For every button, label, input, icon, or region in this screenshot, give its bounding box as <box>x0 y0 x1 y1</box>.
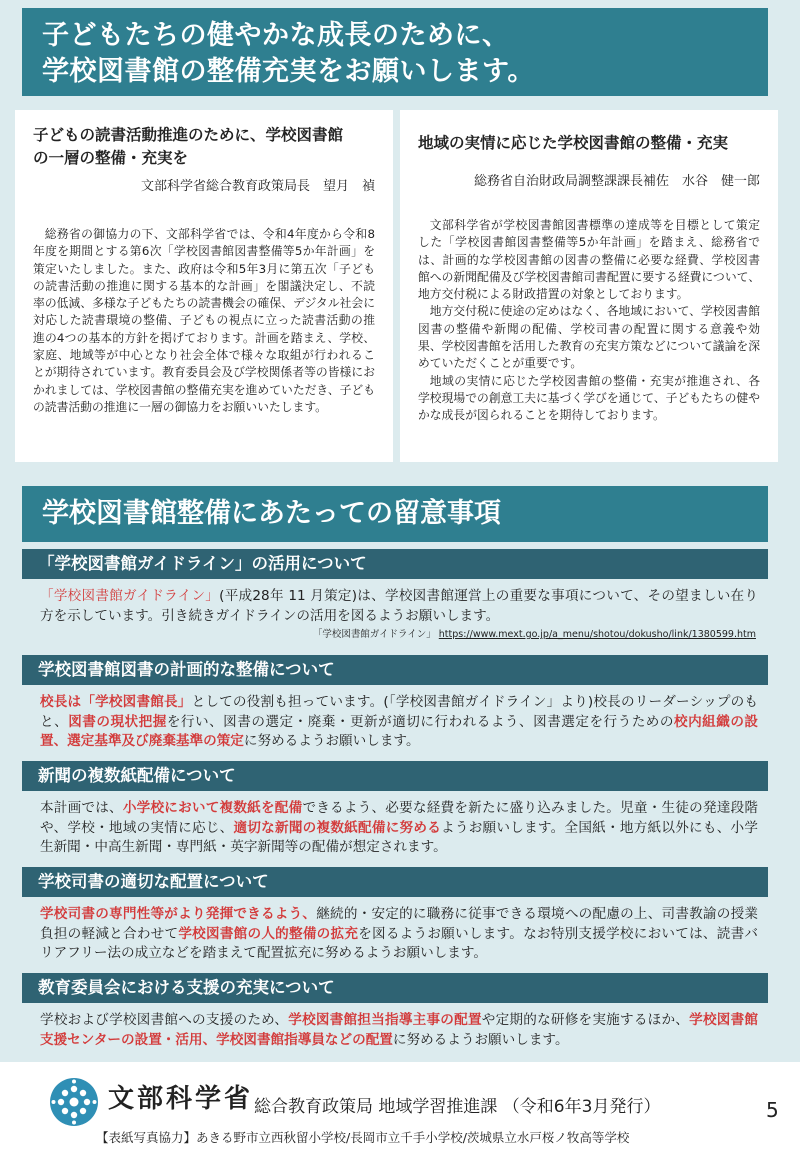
librarian-section <box>22 867 768 964</box>
guideline-link[interactable]: https://www.mext.go.jp/a_menu/shotou/dokusho/link/1380599.htm <box>438 629 756 640</box>
guideline-link-line <box>40 628 758 642</box>
section-banner <box>22 486 768 542</box>
left-body-text: 総務省の御協力の下、文部科学省では、令和4年度から令和8年度を期間とする第6次「学校図書館図書整備等5か年計画」を策定いたしました。また、政府は令和5年3月に第五次「子どもの読書活動の推進に関する基本的な計画」を閣議決定し、不読率の低減、多様な子どもたちの読書機会の確保、デジタル社会に対応した読書環境の整備、子どもの視点に立った読書活動の推進の4つの基本的方針を掲げております。計画を踏まえ、学校、家庭、地域等が中心となり社会全体で様々な取組が行われることが期待されています。教育委員会及び学校関係者等の皆様におかれましては、学校図書館の整備充実を進めていただき、子どもの読書活動の推進に一層の御協力をお願いいたします。 <box>33 227 375 414</box>
newspaper-text-0: 本計画では、 <box>40 800 123 816</box>
newspaper-text-1: できるよう、必要な経費を新たに盛り込みました。児童・生徒の発達段階や、学校・地域の実情に応じ、 <box>40 800 759 836</box>
books-highlight-2: 図書の現状把握 <box>68 713 167 730</box>
board-text-2: に努めるようお願いします。 <box>392 1031 569 1048</box>
guideline-body <box>22 579 768 642</box>
photo-credit: 【表紙写真協力】あきる野市立西秋留小学校/長岡市立千手小学校/茨城県立水戸桜ノ牧高等学校 <box>96 1130 630 1145</box>
books-text-3: に努めるようお願いします。 <box>243 733 420 749</box>
librarian-highlight-2: 学校図書館の人的整備の拡充 <box>178 925 359 942</box>
board-text-1: や定期的な研修を実施するほか、 <box>481 1012 690 1028</box>
board-text-0: 学校および学校図書館への支援のため、 <box>40 1012 289 1028</box>
right-column-title: 地域の実情に応じた学校図書館の整備・充実 <box>418 134 729 152</box>
newspaper-highlight-2: 適切な新聞の複数紙配備に努める <box>233 819 442 836</box>
right-body-p3: 地域の実情に応じた学校図書館の整備・充実が推進され、各学校現場での創意工夫に基づく学びを通じて、子どもたちの健やかな成長が図られることを期待しております。 <box>418 373 760 423</box>
newspaper-section <box>22 761 768 858</box>
left-title-line-2: の一層の整備・充実を <box>33 149 189 167</box>
department-name: 総合教育政策局 地域学習推進課 （令和6年3月発行） <box>254 1097 661 1117</box>
left-column <box>15 110 393 462</box>
page-number: 5 <box>766 1098 779 1122</box>
librarian-body <box>22 897 768 964</box>
banner-line-2: 学校図書館の整備充実をお願いします。 <box>42 56 535 87</box>
books-section <box>22 655 768 752</box>
right-body-p1: 文部科学省が学校図書館図書標準の達成等を目標として策定した「学校図書館図書整備等5か年計画」を踏まえ、総務省では、計画的な学校図書館の図書の整備に必要な経費、学校図書館への新聞配備及び学校図書館司書配置に要する経費について、地方交付税による財政措置の対象としております。 <box>418 218 760 302</box>
ministry-logo-icon <box>48 1076 100 1128</box>
board-highlight-2: 学校図書館支援センターの設置・活用、学校図書館指導員などの配置 <box>40 1012 759 1048</box>
left-title-line-1: 子どもの読書活動推進のために、学校図書館 <box>33 126 344 144</box>
board-section <box>22 973 768 1050</box>
guideline-text: (平成28年 11 月策定)は、学校図書館運営上の重要な事項について、その望ましい在り方を示しています。引き続きガイドラインの活用を図るようお願いします。 <box>40 588 758 624</box>
books-highlight-3: 校内組織の設置、選定基準及び廃棄基準の策定 <box>40 713 759 749</box>
newspaper-body <box>22 791 768 858</box>
right-column <box>400 110 778 462</box>
librarian-heading: 学校司書の適切な配置について <box>22 867 768 897</box>
guideline-section <box>22 549 768 642</box>
board-heading: 教育委員会における支援の充実について <box>22 973 768 1003</box>
newspaper-heading: 新聞の複数紙配備について <box>22 761 768 791</box>
right-column-author: 総務省自治財政局調整課課長補佐 水谷 健一郎 <box>473 174 760 189</box>
guideline-link-label: 「学校図書館ガイドライン」 <box>312 629 436 640</box>
board-body <box>22 1003 768 1050</box>
books-body <box>22 685 768 752</box>
books-text-2: を行い、図書の選定・廃棄・更新が適切に行われるよう、図書選定を行うための <box>166 713 674 730</box>
left-column-author: 文部科学省総合教育政策局長 望月 禎 <box>140 179 375 194</box>
books-highlight-1: 校長は「学校図書館長」 <box>40 694 192 710</box>
librarian-highlight-1: 学校司書の専門性等がより発揮できるよう、 <box>40 906 317 922</box>
ministry-name: 文部科学省 <box>108 1084 254 1114</box>
librarian-text-2: を図るようお願いします。なお特別支援学校においては、読書バリアフリー法の成立などを踏まえて配置拡充に努めるようお願いします。 <box>40 925 759 961</box>
newspaper-text-2: ようお願いします。全国紙・地方紙以外にも、小学生新聞・中高生新聞・専門紙・英字新聞等の配備が想定されます。 <box>40 819 758 855</box>
banner-line-1: 子どもたちの健やかな成長のために、 <box>42 20 510 51</box>
right-column-body <box>418 217 760 425</box>
librarian-text-1: 継続的・安定的に職務に従事できる環境への配慮の上、司書教諭の授業負担の軽減と合わせて <box>40 906 759 942</box>
guideline-heading: 「学校図書館ガイドライン」の活用について <box>22 549 768 579</box>
guideline-highlight: 「学校図書館ガイドライン」 <box>40 588 220 604</box>
books-heading: 学校図書館図書の計画的な整備について <box>22 655 768 685</box>
books-text-1: としての役割も担っています。(「学校図書館ガイドライン」より)校長のリーダーシップのもと、 <box>40 694 759 730</box>
board-highlight-1: 学校図書館担当指導主事の配置 <box>288 1012 482 1028</box>
section-banner-title: 学校図書館整備にあたっての留意事項 <box>42 498 501 529</box>
right-body-p2: 地方交付税に使途の定めはなく、各地域において、学校図書館図書の整備や新聞の配備、学校司書の配置に関する意義や効果、学校図書館を活用した教育の充実方策などについて議論を深めていただくことが重要です。 <box>418 304 760 371</box>
left-column-title <box>33 124 375 170</box>
left-column-body <box>33 226 375 416</box>
newspaper-highlight-1: 小学校において複数紙を配備 <box>122 800 303 816</box>
top-banner <box>22 8 768 96</box>
